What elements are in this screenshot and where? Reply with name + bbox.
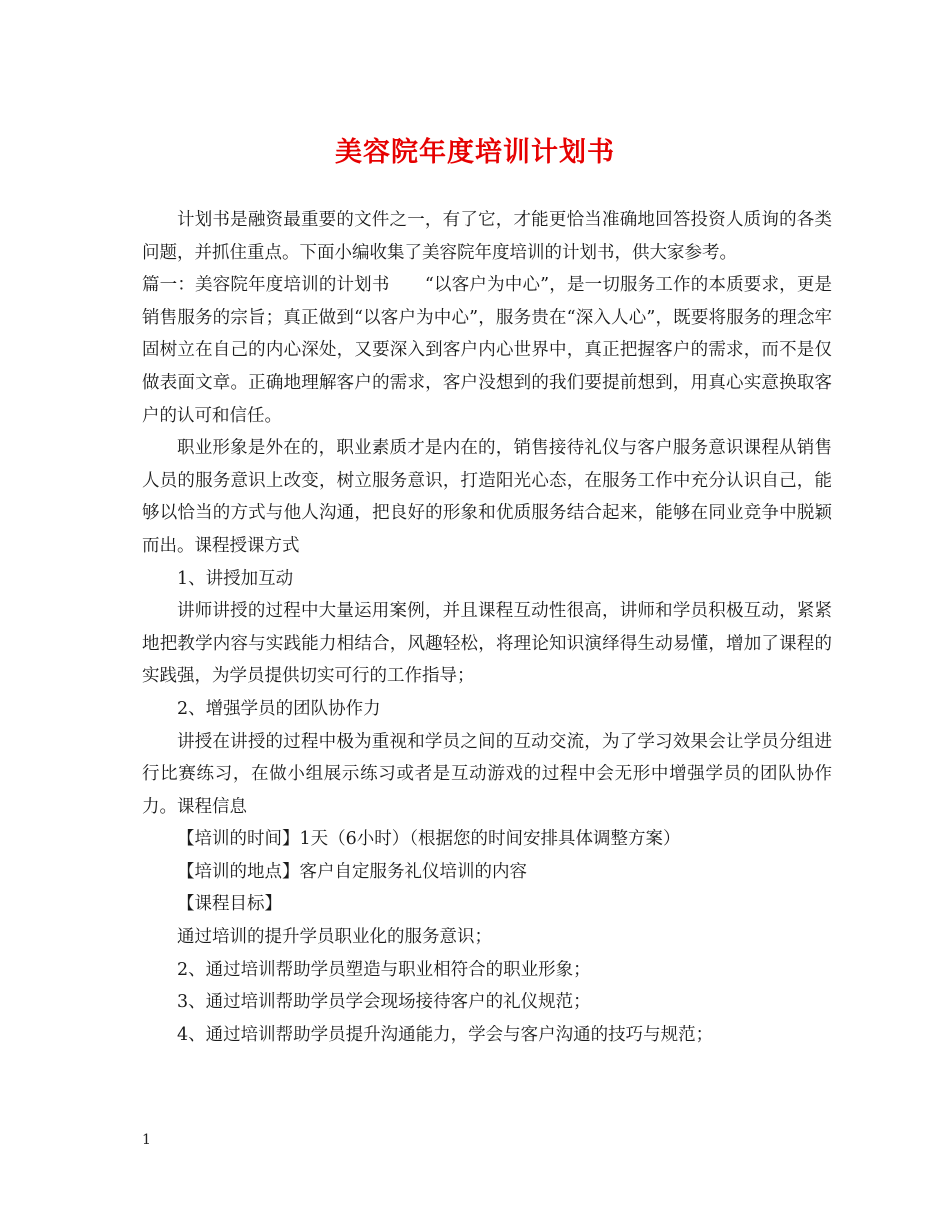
paragraph-teamwork: 讲授在讲授的过程中极为重视和学员之间的互动交流，为了学习效果会让学员分组进行比赛练习，在做小组展示练习或者是互动游戏的过程中会无形中增强学员的团队协作力。课程信息 [142, 731, 832, 817]
goal-item-3: 3、通过培训帮助学员学会现场接待客户的礼仪规范； [177, 992, 591, 1013]
section-heading-teamwork: 2、增强学员的团队协作力 [177, 698, 381, 719]
goal-item-2: 2、通过培训帮助学员塑造与职业相符合的职业形象； [177, 959, 591, 980]
document-body [142, 204, 832, 1051]
section-heading-lecture: 1、讲授加互动 [177, 568, 294, 589]
paragraph-intro: 计划书是融资最重要的文件之一，有了它，才能更恰当准确地回答投资人质询的各类问题，并抓住重点。下面小编收集了美容院年度培训的计划书，供大家参考。 [142, 210, 832, 263]
page-number: 1 [142, 1132, 151, 1148]
info-training-time: 【培训的时间】1天（6小时）（根据您的时间安排具体调整方案） [177, 829, 681, 850]
paragraph-part-one: 篇一：美容院年度培训的计划书 “以客户为中心”，是一切服务工作的本质要求，更是销售服务的宗旨；真正做到“以客户为中心”，服务贵在“深入人心”，既要将服务的理念牢固树立在自己的内心深处，又要深入到客户内心世界中，真正把握客户的需求，而不是仅做表面文章。正确地理解客户的需求，客户没想到的我们要提前想到，用真心实意换取客户的认可和信任。 [142, 275, 832, 426]
info-course-goals-heading: 【课程目标】 [177, 894, 282, 915]
goal-item-1: 通过培训的提升学员职业化的服务意识； [177, 927, 492, 948]
goal-item-4: 4、通过培训帮助学员提升沟通能力，学会与客户沟通的技巧与规范； [177, 1024, 714, 1045]
paragraph-lecture: 讲师讲授的过程中大量运用案例，并且课程互动性很高，讲师和学员积极互动，紧紧地把教学内容与实践能力相结合，风趣轻松，将理论知识演绎得生动易懂，增加了课程的实践强，为学员提供切实可行的工作指导； [142, 601, 832, 687]
info-training-location: 【培训的地点】客户自定服务礼仪培训的内容 [177, 861, 527, 882]
document-title: 美容院年度培训计划书 [335, 137, 615, 168]
paragraph-professional-image: 职业形象是外在的，职业素质才是内在的，销售接待礼仪与客户服务意识课程从销售人员的服务意识上改变，树立服务意识，打造阳光心态，在服务工作中充分认识自己，能够以恰当的方式与他人沟通，把良好的形象和优质服务结合起来，能够在同业竞争中脱颖而出。课程授课方式 [142, 438, 832, 556]
